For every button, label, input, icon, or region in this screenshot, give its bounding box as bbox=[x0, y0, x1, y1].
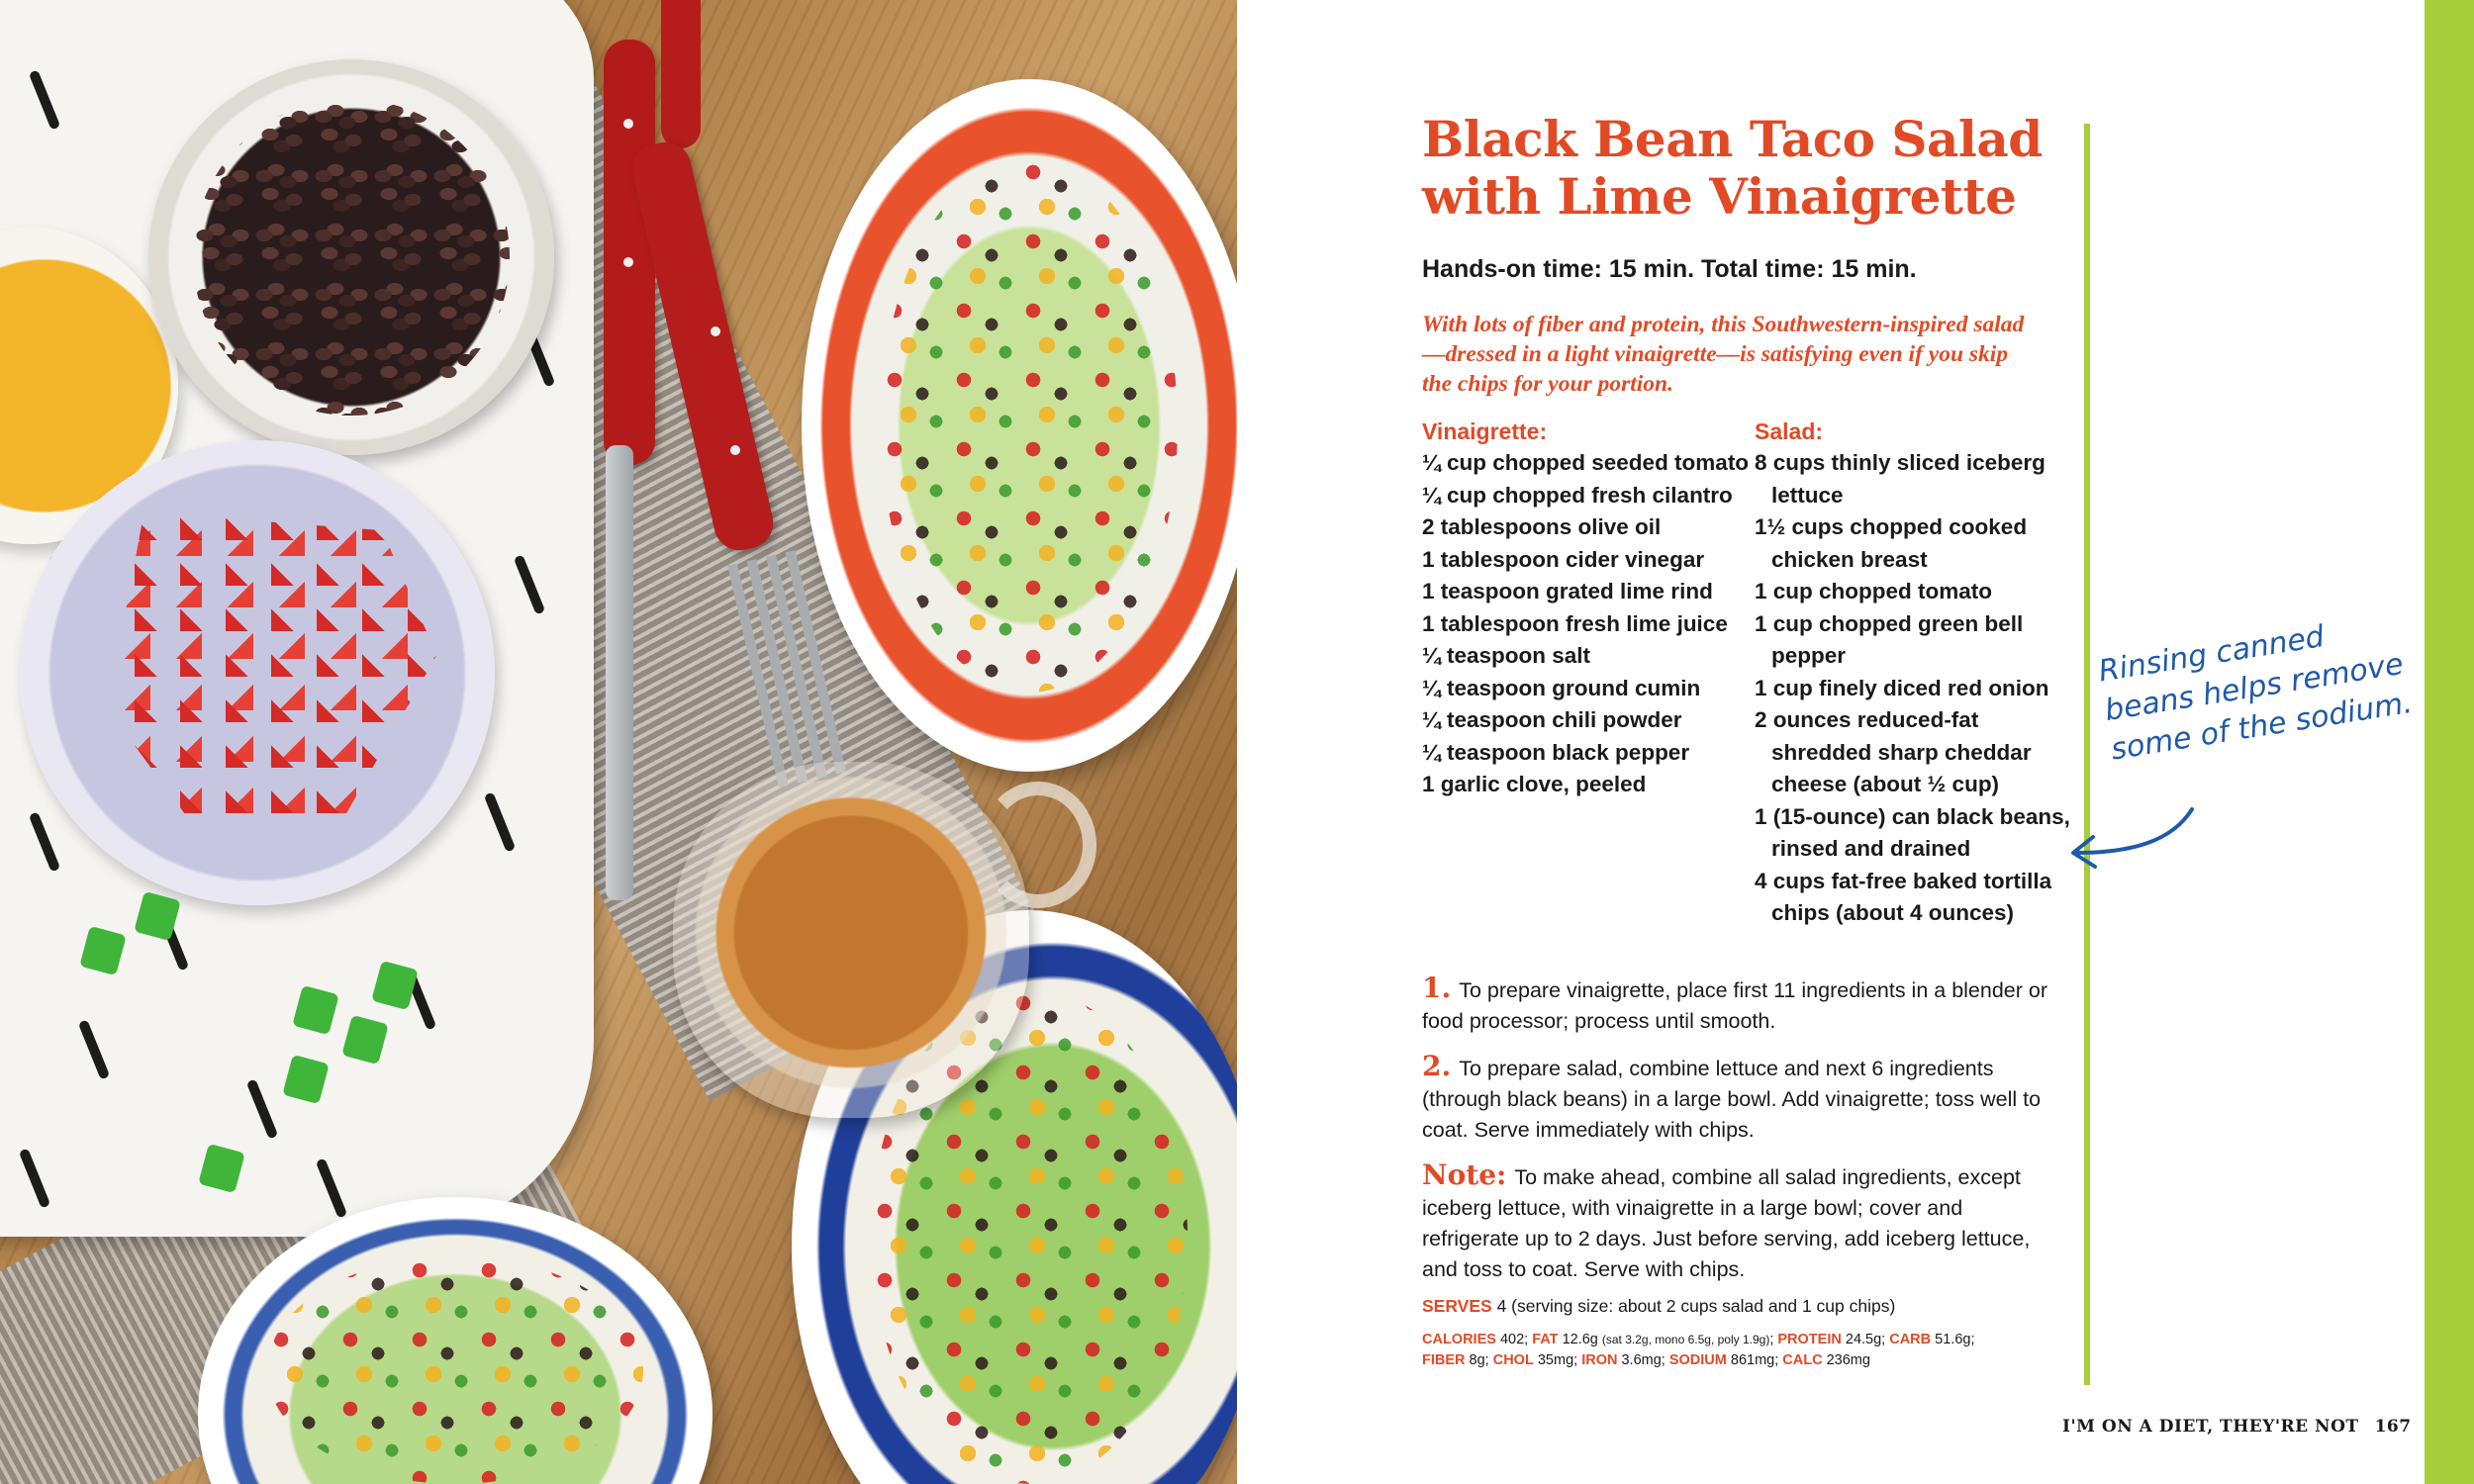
ingredient-item: 1½ cups chopped cooked chicken breast bbox=[1755, 514, 2028, 572]
black-beans bbox=[193, 99, 510, 416]
step-number: 1. bbox=[1422, 972, 1452, 1004]
salad-toppings bbox=[881, 158, 1178, 693]
ingredient-item: 1 cup finely diced red onion bbox=[1755, 675, 2049, 700]
fork-rivet bbox=[711, 326, 720, 336]
nutrient-value: 35mg bbox=[1537, 1352, 1574, 1368]
note-label: Note: bbox=[1422, 1159, 1507, 1191]
steak-knife-blade bbox=[606, 445, 633, 900]
ingredient-item: ¼ teaspoon salt bbox=[1422, 643, 1591, 668]
ingredient-item: 8 cups thinly sliced iceberg lettuce bbox=[1755, 450, 2046, 508]
fork-handle-back bbox=[661, 0, 701, 148]
salad-toppings bbox=[267, 1256, 643, 1484]
nutrient-label: FAT bbox=[1532, 1332, 1559, 1347]
nutrient-value: 12.6g bbox=[1562, 1332, 1598, 1347]
recipe-step bbox=[1422, 973, 2065, 1037]
serving-info bbox=[1422, 1296, 2065, 1317]
pitcher-handle bbox=[980, 782, 1096, 908]
nutrient-value: 3.6mg bbox=[1621, 1352, 1662, 1368]
ingredient-item: 1 cup chopped tomato bbox=[1755, 579, 1993, 603]
steak-knife-handle bbox=[604, 40, 655, 465]
nutrient-label: CHOL bbox=[1492, 1352, 1534, 1368]
note-text: To make ahead, combine all salad ingredients, except iceberg lettuce, with vinaigrette in a large bowl; cover and refrigerate up to 2 days. Just before serving, add iceberg lettuce, and toss to coat. Serve with chips. bbox=[1422, 1165, 2031, 1281]
recipe-times: Hands-on time: 15 min. Total time: 15 min. bbox=[1422, 255, 1917, 283]
nutrient-value: 402 bbox=[1499, 1332, 1525, 1347]
page-footer bbox=[2062, 1417, 2412, 1437]
salad-ingredients bbox=[1755, 416, 2081, 930]
salad-heading: Salad: bbox=[1755, 418, 1824, 444]
nutrient-label: IRON bbox=[1581, 1352, 1618, 1368]
ingredient-item: ¼ teaspoon black pepper bbox=[1422, 739, 1690, 765]
vinaigrette-heading: Vinaigrette: bbox=[1422, 418, 1548, 444]
ingredient-item: ¼ teaspoon chili powder bbox=[1422, 707, 1682, 732]
nutrient-label: FIBER bbox=[1422, 1352, 1466, 1368]
step-number: 2. bbox=[1422, 1050, 1452, 1082]
ingredient-item: 2 ounces reduced-fat shredded sharp cheddar cheese (about ½ cup) bbox=[1755, 707, 2032, 796]
ingredient-item: 1 (15-ounce) can black beans, rinsed and drained bbox=[1755, 803, 2070, 861]
vinaigrette-list bbox=[1422, 447, 1759, 801]
recipe-steps bbox=[1422, 973, 2065, 1299]
ingredient-item: ¼ cup chopped fresh cilantro bbox=[1422, 482, 1733, 508]
nutrient-label: CARB bbox=[1889, 1332, 1932, 1347]
recipe-step bbox=[1422, 1051, 2065, 1146]
ingredient-item: 4 cups fat-free baked tortilla chips (about 4 ounces) bbox=[1755, 868, 2052, 925]
handwritten-arrow-icon bbox=[2063, 791, 2202, 881]
step-text: To prepare salad, combine lettuce and next 6 ingredients (through black beans) in a large bowl. Add vinaigrette; toss well to coat. Serve immediately with chips. bbox=[1422, 1057, 2042, 1142]
ingredient-item: ¼ teaspoon ground cumin bbox=[1422, 675, 1701, 700]
vinaigrette-pitcher bbox=[673, 762, 1029, 1118]
knife-rivet bbox=[623, 119, 633, 129]
handwritten-tip: Rinsing canned beans helps remove some of the sodium. bbox=[2096, 618, 2416, 768]
recipe-note bbox=[1422, 1159, 2065, 1285]
nutrient-detail: (sat 3.2g, mono 6.5g, poly 1.9g) bbox=[1601, 1333, 1770, 1346]
recipe-title: Black Bean Taco Salad with Lime Vinaigrette bbox=[1422, 110, 2043, 226]
step-text: To prepare vinaigrette, place first 11 ingredients in a blender or food processor; process until smooth. bbox=[1422, 978, 2048, 1033]
nutrient-value: 861mg bbox=[1730, 1352, 1775, 1368]
recipe-intro: With lots of fiber and protein, this Southwestern-inspired salad—dressed in a light vinaigrette—is satisfying even if you skip the chips for your portion. bbox=[1422, 312, 2025, 397]
fork-rivet bbox=[730, 445, 740, 455]
nutrient-value: 24.5g bbox=[1845, 1332, 1882, 1347]
nutrition-facts: CALORIES 402; FAT 12.6g (sat 3.2g, mono 6.5g, poly 1.9g); PROTEIN 24.5g; CARB 51.6g; FIBER 8g; CHOL 35mg; IRON 3.6mg; SODIUM 861mg; CALC 236mg bbox=[1422, 1332, 1975, 1368]
ingredient-item: 1 garlic clove, peeled bbox=[1422, 772, 1647, 796]
footer-section-title: I'M ON A DIET, THEY'RE NOT bbox=[2062, 1417, 2359, 1437]
column-divider bbox=[2084, 124, 2090, 1385]
nutrient-value: 8g bbox=[1469, 1352, 1485, 1368]
nutrient-label: CALORIES bbox=[1422, 1332, 1496, 1347]
serves-text: 4 (serving size: about 2 cups salad and 1 cup chips) bbox=[1496, 1296, 1896, 1316]
nutrient-value: 236mg bbox=[1826, 1352, 1870, 1368]
salad-list bbox=[1755, 447, 2081, 930]
vinaigrette-ingredients bbox=[1422, 416, 1759, 801]
knife-rivet bbox=[623, 257, 633, 267]
serves-label: SERVES bbox=[1422, 1296, 1492, 1316]
nutrient-label: PROTEIN bbox=[1777, 1332, 1842, 1347]
nutrient-label: CALC bbox=[1782, 1352, 1823, 1368]
page-edge-accent bbox=[2425, 0, 2474, 1484]
ingredient-item: ¼ cup chopped seeded tomato bbox=[1422, 450, 1750, 475]
ingredient-item: 1 tablespoon fresh lime juice bbox=[1422, 610, 1728, 636]
page-number: 167 bbox=[2374, 1417, 2412, 1437]
nutrient-value: 51.6g bbox=[1935, 1332, 1971, 1347]
ingredient-item: 2 tablespoons olive oil bbox=[1422, 514, 1662, 539]
ingredient-item: 1 cup chopped green bell pepper bbox=[1755, 610, 2024, 668]
nutrient-label: SODIUM bbox=[1668, 1352, 1727, 1368]
ingredient-item: 1 teaspoon grated lime rind bbox=[1422, 579, 1713, 603]
ingredient-item: 1 tablespoon cider vinegar bbox=[1422, 546, 1705, 572]
